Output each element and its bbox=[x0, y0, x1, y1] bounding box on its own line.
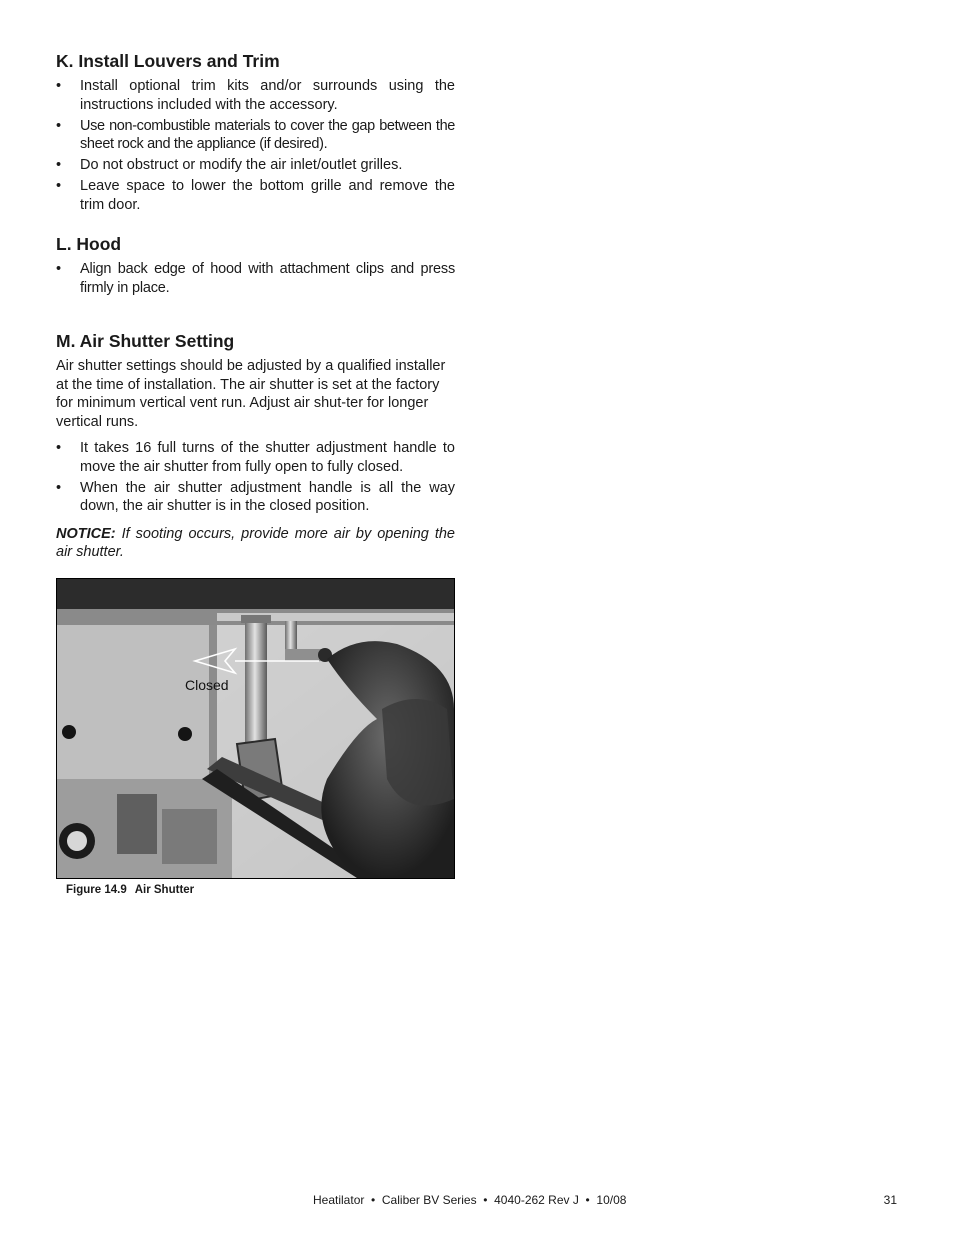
section-m-list bbox=[56, 439, 455, 516]
section-m-heading: M. Air Shutter Setting bbox=[56, 331, 235, 351]
list-item: • Use non-combustible materials to cover the gap between the sheet rock and the appliance (if desired). bbox=[56, 117, 455, 154]
notice-paragraph bbox=[56, 525, 455, 562]
air-shutter-illustration bbox=[57, 579, 454, 878]
closed-label: Closed bbox=[185, 677, 229, 693]
list-item: • Do not obstruct or modify the air inlet/outlet grilles. bbox=[56, 156, 455, 175]
list-item: • It takes 16 full turns of the shutter adjustment handle to move the air shutter from fully open to fully closed. bbox=[56, 439, 455, 476]
section-hood bbox=[56, 233, 455, 297]
main-column bbox=[56, 50, 455, 562]
section-m-body: Air shutter settings should be adjusted by a qualified installer at the time of installation. The air shutter is set at the factory for minimum vertical vent run. Adjust air shut-ter for longer vertical runs. bbox=[56, 358, 446, 430]
notice-label: NOTICE: bbox=[56, 525, 116, 542]
figure-caption bbox=[66, 884, 202, 896]
list-item: • Install optional trim kits and/or surrounds using the instructions included with the accessory. bbox=[56, 77, 455, 114]
figure-caption-number: Figure 14.9 bbox=[66, 884, 127, 896]
list-item: • Align back edge of hood with attachment clips and press firmly in place. bbox=[56, 260, 455, 297]
footer-text: Heatilator • Caliber BV Series • 4040-262 Rev J • 10/08 bbox=[313, 1193, 627, 1207]
notice-text: If sooting occurs, provide more air by opening the air shutter. bbox=[56, 525, 455, 560]
list-item: • Leave space to lower the bottom grille and remove the trim door. bbox=[56, 177, 455, 214]
page-number: 31 bbox=[883, 1193, 897, 1207]
section-l-list bbox=[56, 260, 455, 297]
section-k-list bbox=[56, 77, 455, 214]
figure-caption-title: Air Shutter bbox=[134, 884, 195, 896]
section-l-heading: L. Hood bbox=[56, 234, 122, 254]
air-shutter-photo bbox=[56, 578, 455, 879]
list-item: • When the air shutter adjustment handle is all the way down, the air shutter is in the closed position. bbox=[56, 479, 455, 516]
section-k-heading: K. Install Louvers and Trim bbox=[56, 51, 280, 71]
section-install-louvers bbox=[56, 50, 455, 214]
section-air-shutter bbox=[56, 330, 455, 562]
